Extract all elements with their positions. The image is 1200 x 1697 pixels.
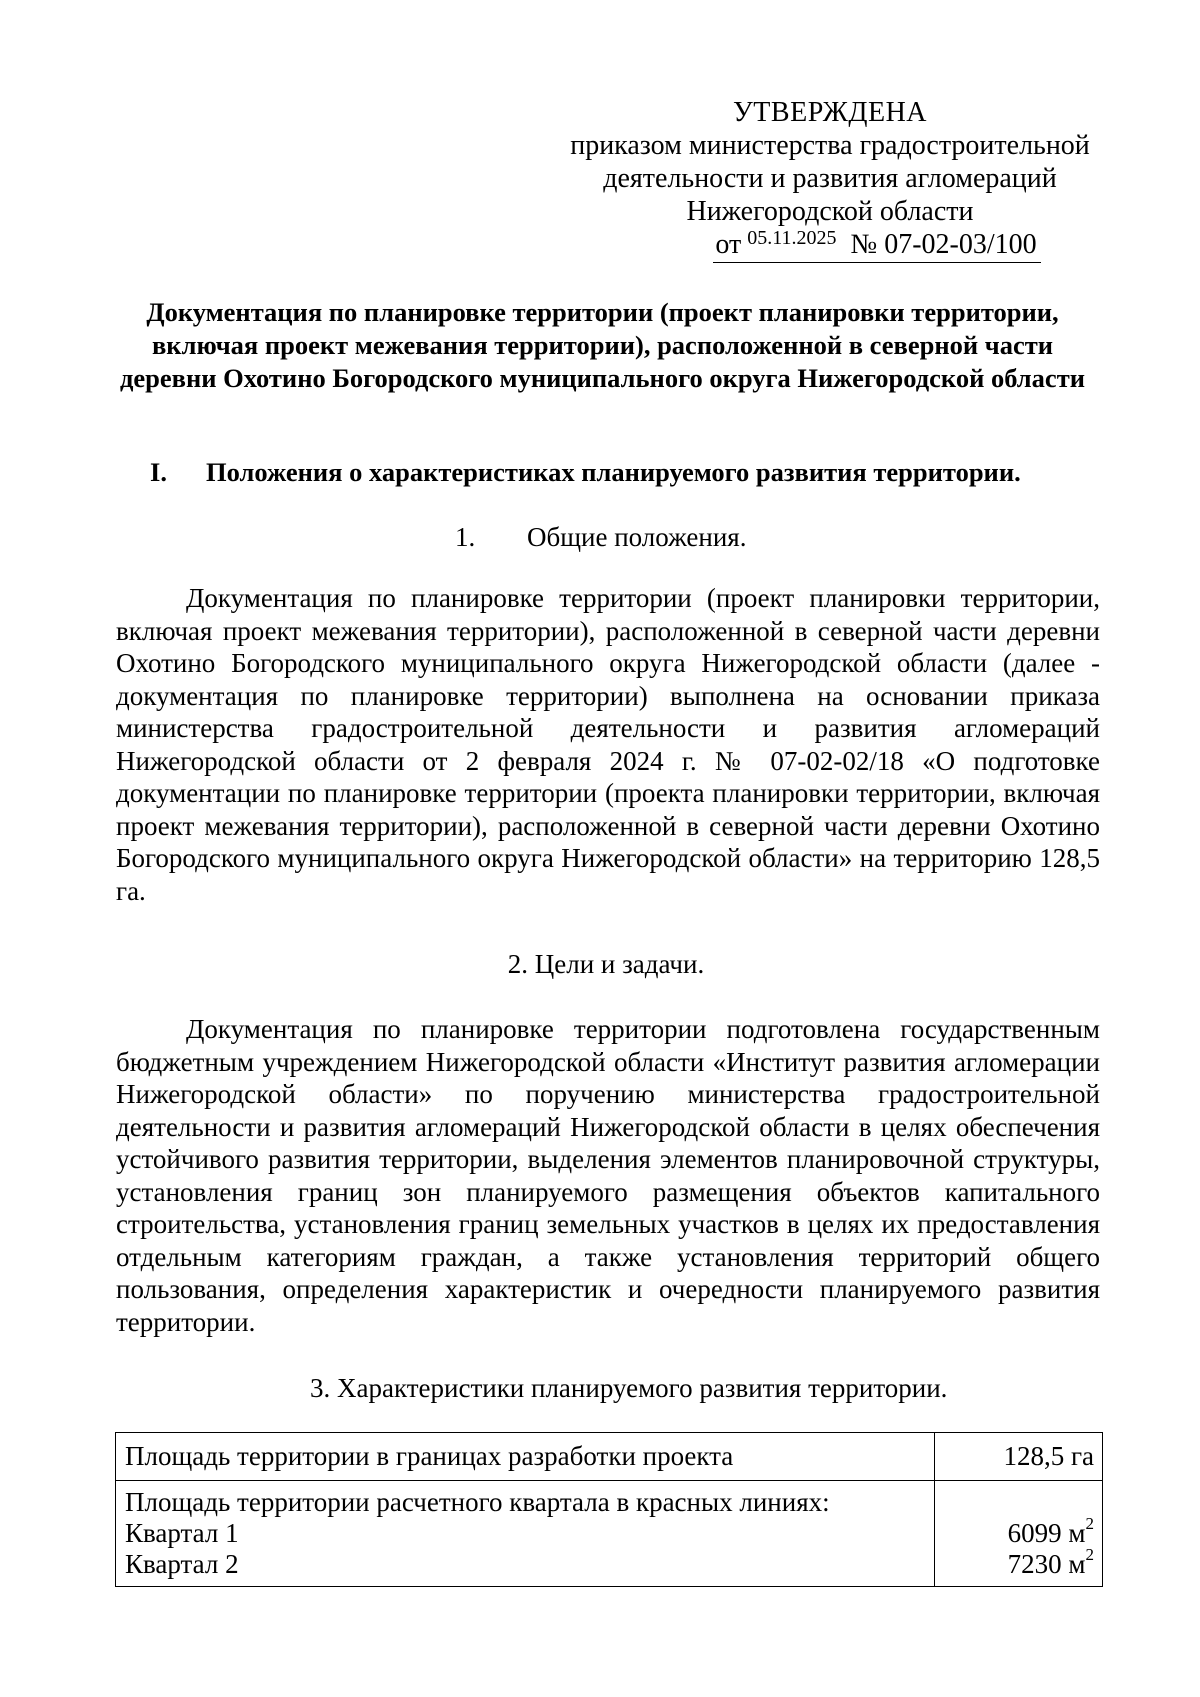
table-cell-value: 128,5 га [935,1433,1103,1481]
approval-heading: УТВЕРЖДЕНА [732,97,928,128]
approval-line-1: приказом министерства градостроительной [570,130,1090,161]
block-area-label: Площадь территории расчетного квартала в красных линиях: [125,1487,830,1517]
subsection-3-heading: 3. Характеристики планируемого развития территории. [310,1373,948,1403]
block-2-name: Квартал 2 [125,1549,239,1579]
order-number: № 07-02-03/100 [850,229,1037,260]
subsection-2-heading [0,948,1200,981]
order-date: 05.11.2025 [747,227,837,249]
block-1-area: 6099 $м^2$ [1007,1514,1094,1548]
table-row [116,1433,1103,1481]
table-row [116,1481,1103,1587]
approval-stamp [555,96,1105,263]
subsection-1-number: 1. [455,522,476,552]
order-date-number [713,227,1040,263]
approval-line-2: деятельности и развития агломераций [603,163,1057,194]
table-cell-value [935,1481,1103,1587]
subsection-1-title: Общие положения. [527,522,747,552]
document-title: Документация по планировке территории (проект планировки территории, включая проект межевания территории), расположенной в северной части деревни Охотино Богородского муниципального округа Нижегородской области [120,297,1085,393]
block-1-name: Квартал 1 [125,1518,239,1548]
block-2-area: 7230 $м^2$ [1007,1545,1094,1579]
approval-line-3: Нижегородской области [686,196,974,227]
order-from-label: от [715,229,742,260]
section-heading [150,456,1100,489]
characteristics-table [115,1432,1103,1587]
subsection-2-title: 2. Цели и задачи. [507,949,705,979]
table-cell-label: Площадь территории в границах разработки проекта [116,1433,935,1481]
section-title-text: Положения о характеристиках планируемого развития территории. [206,457,1021,487]
section-number: I. [150,457,167,487]
paragraph-goals: Документация по планировке территории подготовлена государственным бюджетным учреждением Нижегородской области «Институт развития агломерации Нижегородской области» по поручению министерства градостроительной деятельности и развития агломераций Нижегородской области в целях обеспечения устойчивого развития территории, выделения элементов планировочной структуры, установления границ зон планируемого размещения объектов капитального строительства, установления границ земельных участков в целях их предоставления отдельным категориям граждан, а также установления территорий общего пользования, определения характеристик и очередности планируемого развития территории. [116,1014,1100,1337]
subsection-1-heading [455,521,746,554]
paragraph-general-provisions: Документация по планировке территории (проект планировки территории, включая проект межевания территории), расположенной в северной части деревни Охотино Богородского муниципального округа Нижегородской области (далее - документация по планировке территории) выполнена на основании приказа министерства градостроительной деятельности и развития агломераций Нижегородской области от 2 февраля 2024 г. № 07-02-02/18 «О подготовке документации по планировке территории (проекта планировки территории, включая проект межевания территории), расположенной в северной части деревни Охотино Богородского муниципального округа Нижегородской области» на территорию 128,5 га. [116,583,1100,906]
table-cell-label [116,1481,935,1587]
